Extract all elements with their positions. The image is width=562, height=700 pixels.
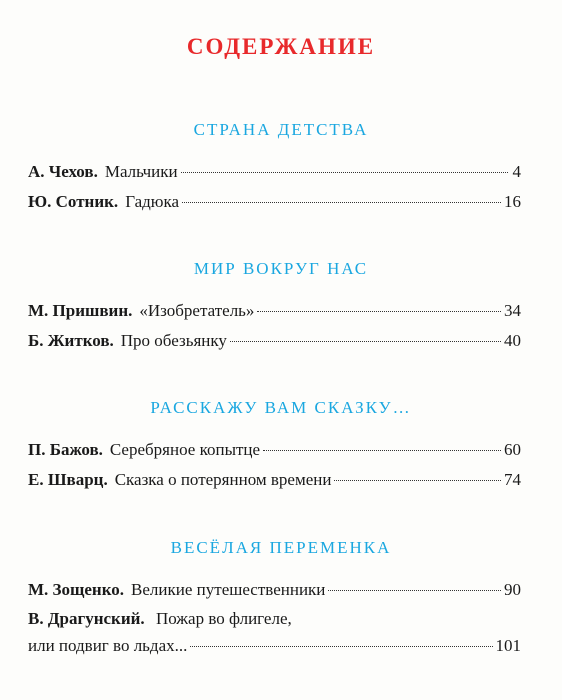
entry-work: Великие путешественники [131,580,326,599]
toc-entry[interactable] [28,580,521,600]
dot-leader [230,341,501,342]
entry-page: 40 [504,331,521,350]
entry-work: Пожар во флигеле, [155,609,292,628]
entry-page: 74 [504,470,521,489]
entry-page: 34 [504,301,521,320]
toc-entry[interactable] [28,331,521,351]
entry-page: 60 [504,440,521,459]
dot-leader [181,172,508,173]
section-title: РАССКАЖУ ВАМ СКАЗКУ… [150,398,412,417]
entry-work: «Изобретатель» [139,301,255,320]
toc-entry[interactable] [28,301,521,321]
entry-work: Серебряное копытце [109,440,261,459]
entry-author: А. Чехов. [28,162,98,181]
section-title: МИР ВОКРУГ НАС [193,259,369,278]
dot-leader [190,646,492,647]
entry-author: Ю. Сотник. [28,192,119,211]
dot-leader [257,311,501,312]
dot-leader [263,450,501,451]
entry-work: Про обезьянку [120,331,227,350]
toc-entry[interactable] [28,162,521,182]
entry-page: 4 [512,162,521,181]
entry-author: М. Пришвин. [28,301,133,320]
entry-author: Б. Житков. [28,331,114,350]
entry-author: П. Бажов. [28,440,103,459]
entry-page: 90 [504,580,521,599]
dot-leader [334,480,501,481]
toc-entry-first-line[interactable] [28,609,292,629]
entry-author: Е. Шварц. [28,470,108,489]
section-title: СТРАНА ДЕТСТВА [193,120,369,139]
toc-entry[interactable] [28,636,521,656]
entry-work: Мальчики [104,162,178,181]
dot-leader [182,202,501,203]
toc-entry[interactable] [28,470,521,490]
entry-work: Гадюка [125,192,180,211]
entry-work: Сказка о потерянном времени [114,470,332,489]
toc-entry[interactable] [28,192,521,212]
entry-page: 16 [504,192,521,211]
section-title: ВЕСЁЛАЯ ПЕРЕМЕНКА [170,538,392,557]
toc-entry[interactable] [28,440,521,460]
entry-page: 101 [495,636,521,655]
entry-work-continued: или подвиг во льдах... [28,636,188,655]
dot-leader [328,590,501,591]
entry-author: М. Зощенко. [28,580,125,599]
entry-author: В. Драгунский. [28,609,145,628]
page-title: СОДЕРЖАНИЕ [186,34,376,59]
